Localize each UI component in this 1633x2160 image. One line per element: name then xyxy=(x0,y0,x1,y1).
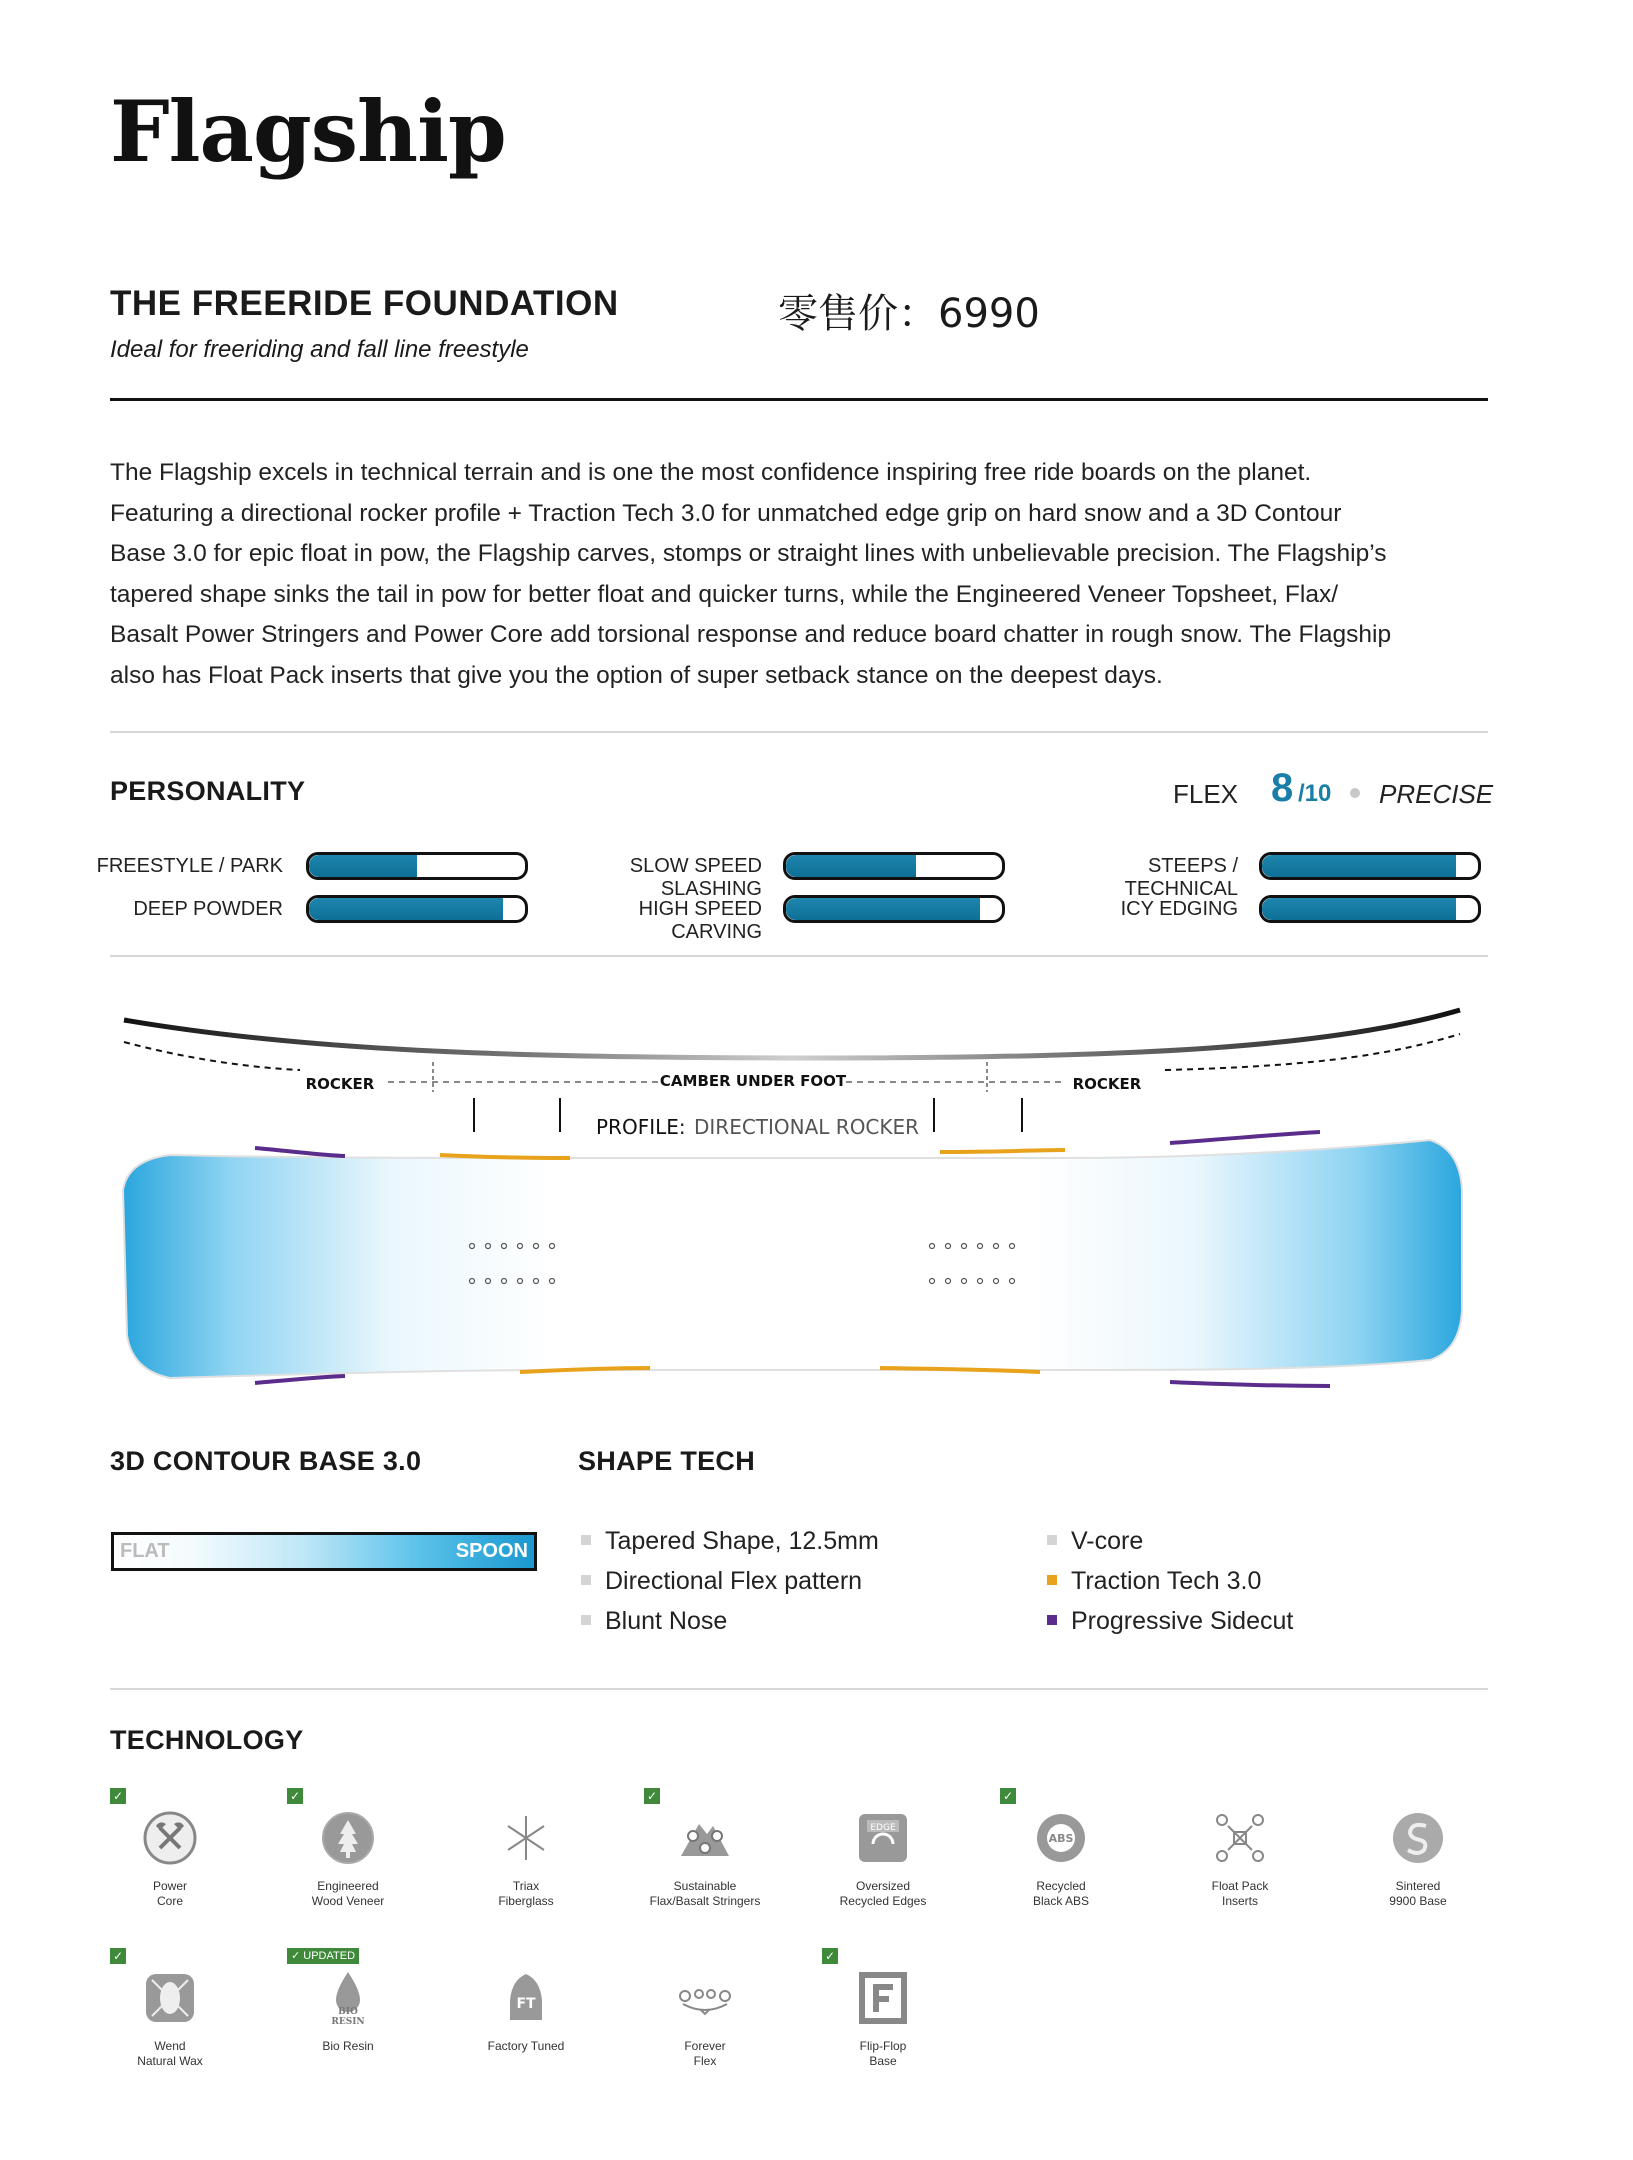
sidecut-edge xyxy=(1170,1132,1320,1143)
tech-item xyxy=(451,1970,601,2054)
bar-fill xyxy=(1262,855,1456,877)
divider xyxy=(110,1688,1488,1690)
check-icon: ✓ xyxy=(1000,1788,1016,1804)
personality-bar xyxy=(1259,895,1481,923)
tech-label-line2: 9900 Base xyxy=(1389,1894,1447,1908)
legend-square xyxy=(1047,1615,1057,1625)
shape-tech-item: V-core xyxy=(1047,1527,1143,1556)
tech-label-line1: Forever xyxy=(684,2039,726,2053)
legend-square xyxy=(581,1575,591,1585)
description-line: also has Float Pack inserts that give you the option of super setback stance on the deepest days. xyxy=(110,661,1163,689)
personality-label: STEEPS / TECHNICAL xyxy=(1124,855,1238,900)
tech-label-line1: Wend xyxy=(154,2039,186,2053)
tech-label-line2: Wood Veneer xyxy=(311,1894,385,1908)
bar-fill xyxy=(1262,898,1456,920)
tech-item xyxy=(273,1810,423,1909)
bio-icon-text: BIO xyxy=(338,2007,358,2017)
triax-icon xyxy=(498,1810,554,1866)
description-line: tapered shape sinks the tail in pow for better float and quicker turns, while the Engineered Veneer Topsheet, Flax/ xyxy=(110,580,1339,608)
description-line: Base 3.0 for epic float in pow, the Flagship carves, stomps or straight lines with unbelievable precision. The Flagship’s xyxy=(110,540,1387,567)
tech-item xyxy=(95,1810,245,1909)
tech-label-line2: Natural Wax xyxy=(137,2054,203,2068)
divider xyxy=(110,731,1488,733)
check-icon: ✓ xyxy=(644,1788,660,1804)
flat-label: FLAT xyxy=(120,1540,170,1562)
tech-item xyxy=(1343,1810,1493,1909)
updated-badge-text: UPDATED xyxy=(303,1950,356,1962)
tech-label-line1: Power xyxy=(152,1879,187,1893)
personality-label: ICY EDGING xyxy=(1120,898,1238,920)
legend-square xyxy=(1047,1575,1057,1585)
profile-line xyxy=(124,1010,1460,1058)
tech-label-line1: Oversized xyxy=(855,1879,911,1893)
profile-label: PROFILE: xyxy=(596,1115,686,1139)
tech-label-line2: Base xyxy=(869,2054,897,2068)
shape-tech-item: Traction Tech 3.0 xyxy=(1047,1567,1261,1596)
edges-icon xyxy=(855,1810,911,1866)
personality-label: DEEP POWDER xyxy=(133,898,283,920)
check-icon: ✓ xyxy=(110,1788,126,1804)
tech-label-line1: Engineered xyxy=(317,1879,379,1893)
abs-icon-text: ABS xyxy=(1048,1832,1074,1845)
shape-tech-item: Blunt Nose xyxy=(581,1607,727,1636)
tech-label-line1: Sintered xyxy=(1395,1879,1441,1893)
tech-item xyxy=(630,1970,780,2069)
flex-label: FLEX xyxy=(1173,779,1239,809)
sidecut-edge xyxy=(255,1148,345,1156)
legend-square xyxy=(1047,1535,1057,1545)
bar-fill xyxy=(786,898,980,920)
tech-label-line1: Float Pack xyxy=(1211,1879,1269,1893)
tech-item xyxy=(273,1970,423,2054)
description-line: Basalt Power Stringers and Power Core add torsional response and reduce board chatter in rough snow. The Flagship xyxy=(110,621,1392,648)
legend-square xyxy=(581,1535,591,1545)
bar-fill xyxy=(309,855,417,877)
personality-bar xyxy=(1259,852,1481,880)
rocker-label-left: ROCKER xyxy=(305,1075,375,1093)
tech-label-line1: Factory Tuned xyxy=(487,2039,565,2053)
tech-label-line2: Black ABS xyxy=(1032,1894,1090,1908)
description xyxy=(110,453,1495,696)
personality-heading: PERSONALITY xyxy=(110,776,306,806)
sidecut-edge xyxy=(255,1376,345,1383)
resin-icon-text: RESIN xyxy=(331,2017,365,2026)
tech-label-line2: Inserts xyxy=(1221,1894,1258,1908)
contour-scale xyxy=(111,1532,537,1571)
tech-label-line1: Triax xyxy=(512,1879,540,1893)
personality-label: SLOW SPEED SLASHING xyxy=(629,855,762,900)
forever-flex-icon xyxy=(677,1970,733,2026)
tagline: Ideal for freeriding and fall line freestyle xyxy=(110,336,529,363)
separator-dot xyxy=(1350,788,1360,798)
camber-label: CAMBER UNDER FOOT xyxy=(659,1072,847,1090)
check-icon: ✓ xyxy=(287,1788,303,1804)
check-icon: ✓ xyxy=(110,1948,126,1964)
personality-bar xyxy=(306,895,528,923)
sidecut-edge xyxy=(1170,1382,1330,1386)
traction-edge xyxy=(440,1155,570,1158)
tech-label-line2: Core xyxy=(156,1894,183,1908)
bar-fill xyxy=(309,898,503,920)
legend-square xyxy=(581,1615,591,1625)
personality-bar xyxy=(783,895,1005,923)
tech-label-line1: Flip-Flop xyxy=(859,2039,907,2053)
abs-icon xyxy=(1033,1810,1089,1866)
flex-word: PRECISE xyxy=(1379,779,1494,809)
tech-item xyxy=(808,1970,958,2069)
price: 零售价：6990 xyxy=(778,291,1040,337)
tech-item xyxy=(1165,1810,1315,1909)
tech-label-line2: Fiberglass xyxy=(498,1894,554,1908)
divider xyxy=(110,955,1488,957)
updated-badge: ✓ UPDATED xyxy=(287,1948,359,1964)
tech-label-line1: Sustainable xyxy=(673,1879,737,1893)
tech-item xyxy=(451,1810,601,1909)
profile-value: DIRECTIONAL ROCKER xyxy=(694,1115,920,1139)
sintered-base-icon xyxy=(1390,1810,1446,1866)
tech-item xyxy=(986,1810,1136,1909)
technology-heading: TECHNOLOGY xyxy=(110,1725,304,1755)
personality-label: HIGH SPEED CARVING xyxy=(638,898,762,943)
factory-tuned-icon xyxy=(498,1970,554,2026)
edge-icon-text: EDGE xyxy=(870,1823,896,1833)
shape-tech-item: Progressive Sidecut xyxy=(1047,1607,1293,1636)
ft-icon-text: FT xyxy=(516,1996,536,2012)
power-core-icon xyxy=(142,1810,198,1866)
description-line: Featuring a directional rocker profile + Traction Tech 3.0 for unmatched edge grip on hard snow and a 3D Contour xyxy=(110,499,1342,527)
tech-label-line2: Flax/Basalt Stringers xyxy=(649,1894,761,1908)
contour-heading: 3D CONTOUR BASE 3.0 xyxy=(110,1446,422,1476)
flex-value: 8 xyxy=(1271,766,1294,810)
wood-veneer-icon xyxy=(320,1810,376,1866)
tech-item xyxy=(630,1810,780,1909)
float-pack-icon xyxy=(1212,1810,1268,1866)
description-line: The Flagship excels in technical terrain and is one the most confidence inspiring free ride boards on the planet. xyxy=(110,459,1312,486)
flex-max: /10 xyxy=(1298,780,1332,807)
stringers-icon xyxy=(677,1810,733,1866)
rocker-dash-left xyxy=(124,1042,300,1070)
personality-bar xyxy=(306,852,528,880)
spoon-label: SPOON xyxy=(455,1540,528,1562)
personality-bar xyxy=(783,852,1005,880)
bar-fill xyxy=(786,855,916,877)
snowboard-outline xyxy=(123,1140,1462,1378)
flip-flop-icon xyxy=(855,1970,911,2026)
tech-item xyxy=(808,1810,958,1909)
shape-tech-item: Tapered Shape, 12.5mm xyxy=(581,1527,879,1556)
shape-tech-heading: SHAPE TECH xyxy=(578,1446,756,1476)
check-icon: ✓ xyxy=(822,1948,838,1964)
rocker-label-right: ROCKER xyxy=(1072,1075,1142,1093)
tech-label-line1: Recycled xyxy=(1036,1879,1086,1893)
shape-tech-item: Directional Flex pattern xyxy=(581,1567,862,1596)
tech-label-line1: Bio Resin xyxy=(322,2039,374,2053)
wax-icon xyxy=(142,1970,198,2026)
tech-item xyxy=(95,1970,245,2069)
page-title: Flagship xyxy=(110,82,506,181)
board-diagram xyxy=(0,990,1633,1410)
bio-resin-icon xyxy=(320,1970,376,2026)
subtitle: THE FREERIDE FOUNDATION xyxy=(110,284,619,323)
personality-label: FREESTYLE / PARK xyxy=(96,855,283,877)
tech-label-line2: Flex xyxy=(693,2054,717,2068)
traction-edge xyxy=(940,1150,1065,1152)
tech-label-line2: Recycled Edges xyxy=(839,1894,927,1908)
header-divider xyxy=(110,398,1488,401)
